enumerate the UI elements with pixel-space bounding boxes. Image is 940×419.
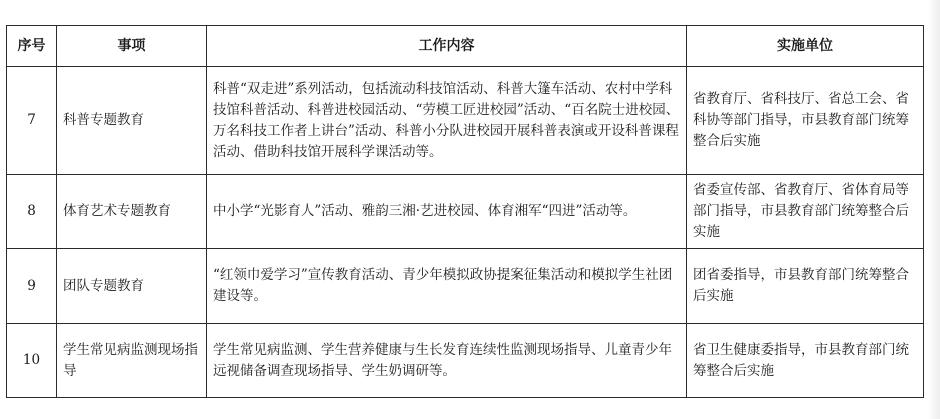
row-unit: 省教育厅、省科技厅、省总工会、省科协等部门指导，市县教育部门统筹整合后实施 — [687, 67, 924, 175]
page-edge-shadow — [928, 0, 940, 419]
row-content: 学生常见病监测、学生营养健康与生长发育连续性监测现场指导、儿童青少年远视储备调查现场指导、学生奶调研等。 — [207, 324, 687, 398]
work-table — [6, 25, 924, 398]
row-content: 科普“双走进”系列活动，包括流动科技馆活动、科普大篷车活动、农村中学科技馆科普活动、科普进校园活动、“劳模工匠进校园”活动、“百名院士进校园、万名科技工作者上讲台”活动、科普小分队进校园开展科普表演或开设科普课程活动、借助科技馆开展科学课活动等。 — [207, 67, 687, 175]
row-unit: 团省委指导，市县教育部门统筹整合后实施 — [687, 249, 924, 324]
table-row — [7, 324, 924, 398]
row-item: 团队专题教育 — [57, 249, 207, 324]
row-content: “红领巾爱学习”宣传教育活动、青少年模拟政协提案征集活动和模拟学生社团建设等。 — [207, 249, 687, 324]
row-no: 9 — [7, 249, 57, 324]
row-no: 10 — [7, 324, 57, 398]
header-unit: 实施单位 — [687, 26, 924, 67]
row-content: 中小学“光影育人”活动、雅韵三湘·艺进校园、体育湘军“四进”活动等。 — [207, 175, 687, 249]
table-header-row — [7, 26, 924, 67]
header-item: 事项 — [57, 26, 207, 67]
row-no: 7 — [7, 67, 57, 175]
row-unit: 省卫生健康委指导，市县教育部门统筹整合后实施 — [687, 324, 924, 398]
row-item: 学生常见病监测现场指导 — [57, 324, 207, 398]
row-item: 体育艺术专题教育 — [57, 175, 207, 249]
table-row — [7, 175, 924, 249]
header-content: 工作内容 — [207, 26, 687, 67]
header-no: 序号 — [7, 26, 57, 67]
row-unit: 省委宣传部、省教育厅、省体育局等部门指导，市县教育部门统筹整合后实施 — [687, 175, 924, 249]
table-row — [7, 249, 924, 324]
row-item: 科普专题教育 — [57, 67, 207, 175]
table-row — [7, 67, 924, 175]
row-no: 8 — [7, 175, 57, 249]
